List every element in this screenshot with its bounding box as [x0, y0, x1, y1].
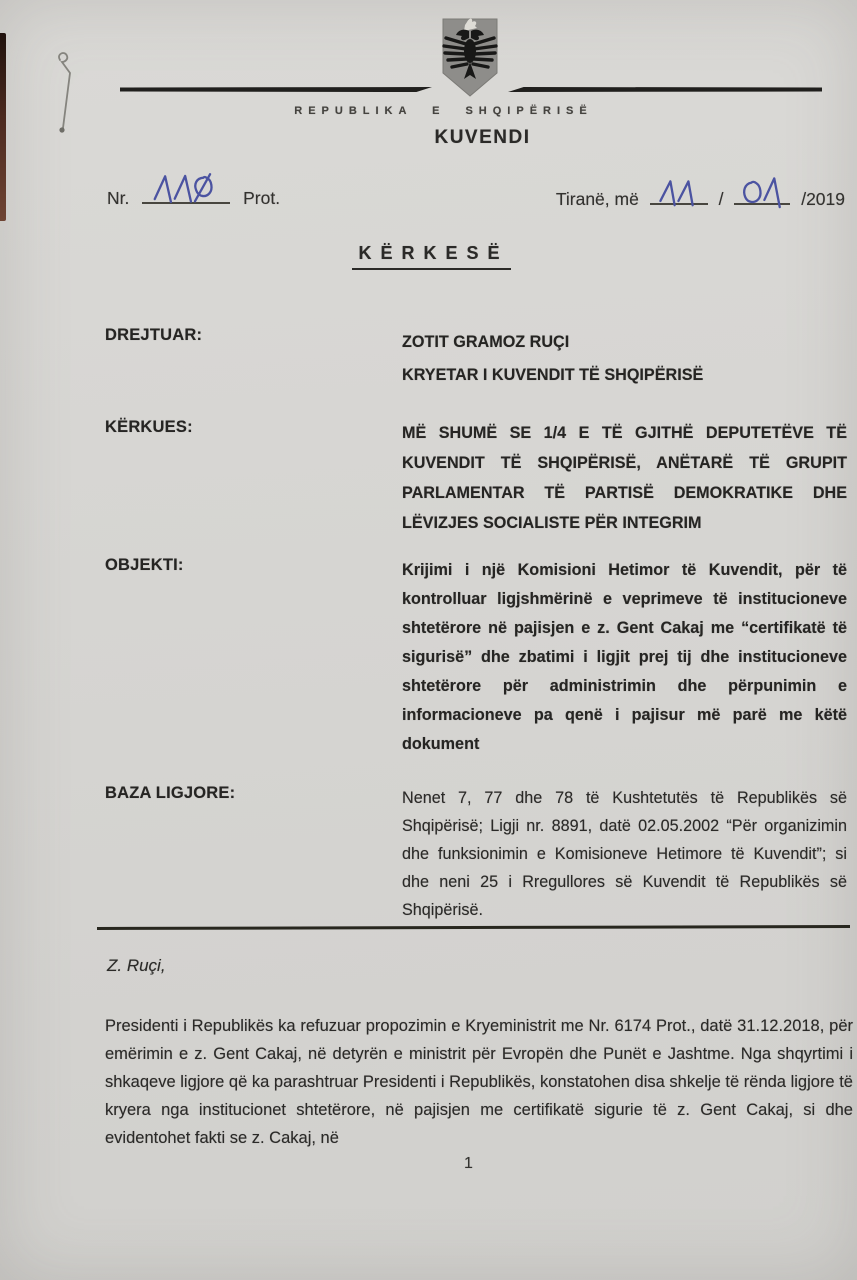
addressee-title: KRYETAR I KUVENDIT TË SHQIPËRISË — [402, 366, 704, 384]
prot-label: Prot. — [243, 188, 281, 208]
place-date-group — [556, 185, 845, 210]
institution-name: KUVENDI — [434, 127, 531, 148]
year-suffix: /2019 — [801, 189, 845, 209]
date-day-blank — [650, 185, 708, 205]
body-paragraph: Presidenti i Republikës ka refuzuar propozimin e Kryeministrit me Nr. 6174 Prot., datë 31.12.2018, për emërimin e z. Gent Cakaj, në detyrën e ministrit për Evropën dhe Punët e Jashtme. Nga shqyrtimi i shkaqeve ligjore që ka parashtruar Presidenti i Republikës, konstatohen disa shkelje të rënda ligjore të kryera nga institucionet shtetërore, në pajisjen me certifikatë sigurie të z. Gent Cakaj, si dhe evidentohet fakti se z. Cakaj, në — [105, 1017, 853, 1147]
salutation: Z. Ruçi, — [107, 956, 166, 975]
field-value-baza-ligjore: Nenet 7, 77 dhe 78 të Kushtetutës të Republikës së Shqipërisë; Ligji nr. 8891, datë 02.05.2002 “Për organizimin dhe funksionimin e Komisioneve Hetimore të Kuvendit”; si dhe neni 25 i Rregullores së Kuvendit të Republikës së Shqipërisë. — [402, 789, 847, 919]
field-value-kerkues: MË SHUMË SE 1/4 E TË GJITHË DEPUTETËVE TË KUVENDIT TË SHQIPËRISË, ANËTARË TË GRUPIT PARLAMENTAR TË PARTISË DEMOKRATIKE DHE LËVIZJES SOCIALISTE PËR INTEGRIM — [402, 424, 847, 532]
document-title: KËRKESË — [352, 243, 510, 270]
addressee-name: ZOTIT GRAMOZ RUÇI — [402, 333, 570, 351]
republic-name: REPUBLIKA E SHQIPËRISË — [294, 105, 593, 117]
handwritten-day — [657, 177, 699, 209]
protocol-number-blank — [142, 184, 230, 204]
place-date-label: Tiranë, më — [555, 189, 639, 209]
nr-label: Nr. — [107, 188, 130, 208]
date-separator: / — [718, 189, 724, 209]
scan-edge-shadow — [0, 33, 6, 221]
handwritten-protocol-number — [151, 170, 219, 207]
handwritten-month — [739, 175, 787, 211]
letterhead-rule-left — [120, 87, 432, 92]
field-label-drejtuar: DREJTUAR: — [105, 326, 203, 344]
document-title-wrap — [3, 243, 857, 270]
field-objekti — [105, 556, 847, 759]
albanian-eagle-emblem-icon — [440, 18, 500, 98]
field-baza-ligjore — [105, 784, 847, 924]
field-kerkues — [105, 418, 847, 538]
field-value-drejtuar — [402, 326, 847, 392]
field-label-baza-ligjore: BAZA LIGJORE: — [105, 784, 236, 802]
field-label-kerkues: KËRKUES: — [105, 418, 193, 436]
section-divider-rule — [97, 925, 850, 930]
protocol-row — [107, 184, 845, 209]
page-number: 1 — [464, 1155, 473, 1172]
letterhead-rule-right — [508, 87, 822, 92]
field-label-objekti: OBJEKTI: — [105, 556, 184, 574]
date-month-blank — [734, 185, 790, 205]
field-value-objekti: Krijimi i një Komisioni Hetimor të Kuvendit, për të kontrolluar ligjshmërinë e veprimeve të institucioneve shtetërore në pajisjen e z. Gent Cakaj me “certifikatë të sigurisë” dhe zbatimi i ligjit prej tij dhe institucioneve shtetërore për administrimin dhe përpunimin e informacioneve pa qenë i pajisur më parë me këtë dokument — [402, 561, 847, 753]
field-drejtuar — [105, 326, 847, 392]
